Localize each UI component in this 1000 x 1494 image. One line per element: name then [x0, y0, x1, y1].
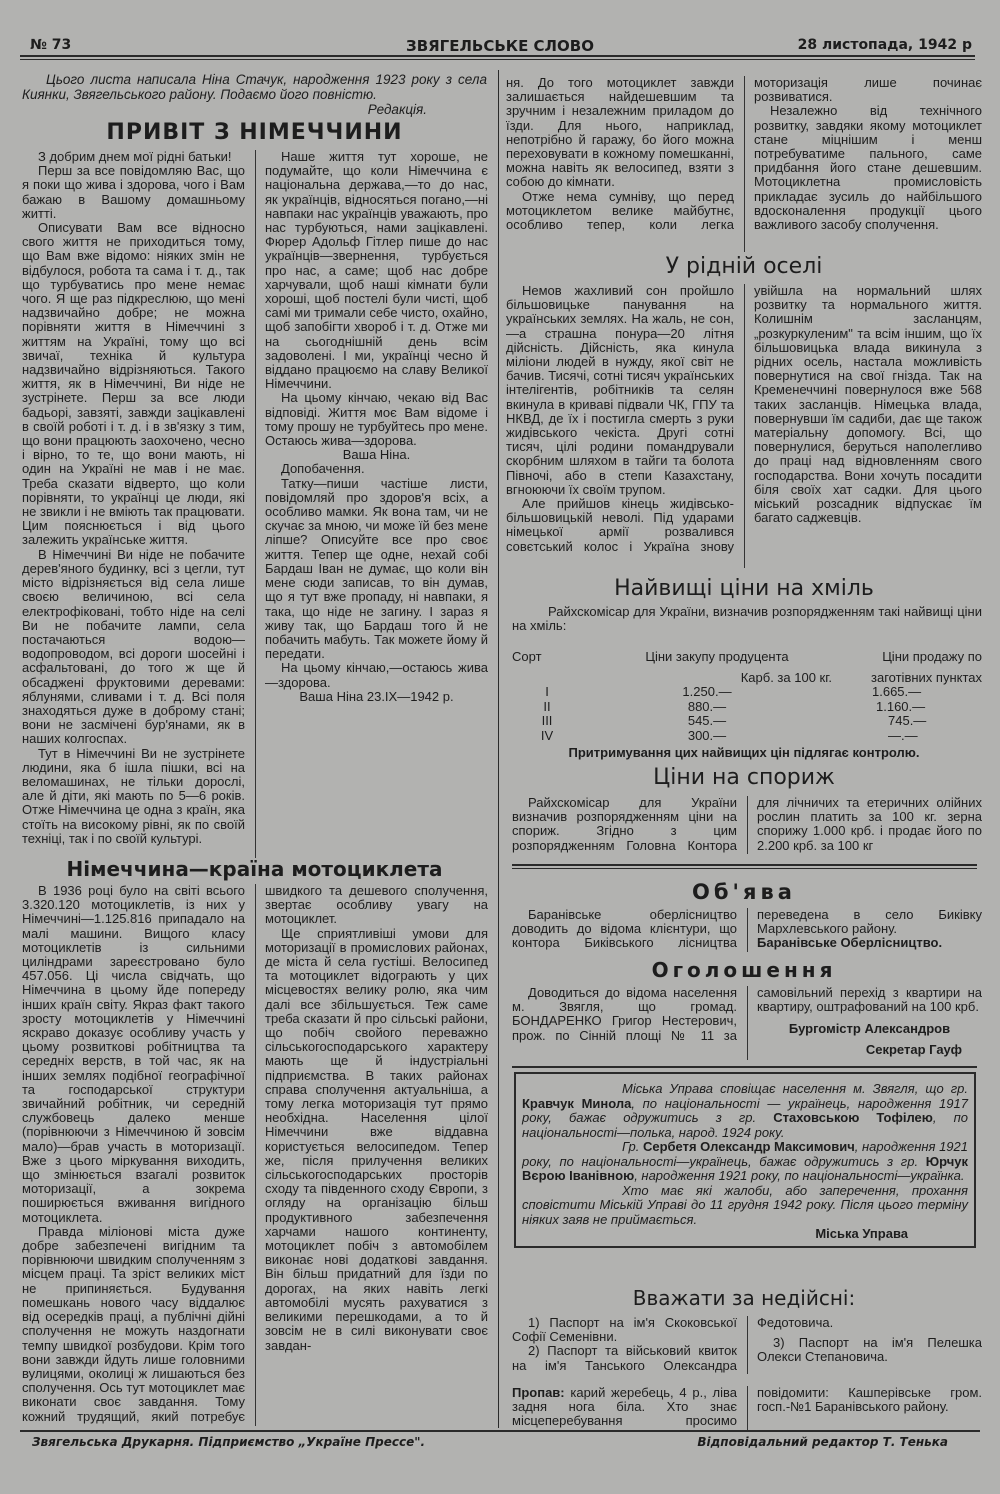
paragraph: На цьому кінчаю, чекаю від Вас відповіді. Життя моє Вам відоме і тому прошу не турбуйтесь про мене. Остаюсь жива—здорова. — [265, 390, 488, 449]
marriage-paragraph: Міська Управа сповіщає населення м. Звягля, що гр. Кравчук Минола, по національності — українець, народження 1917 року, бажає одружитись з гр. Стаховською Тофілею, по національності—полька, народ. 1924 року. — [522, 1081, 968, 1140]
ergot-text: Райхскомісар для України визначив розпорядженням ціни на спориж. Згідно з цим розпорядженням Головна Контора для лічничих та етеричних олійних рослин платить за 100 кг. зерна спорижу 1.000 крб. і продає його по 2.200 крб. за 100 кг — [512, 796, 982, 853]
table-header-row — [512, 650, 982, 665]
hops-intro — [512, 605, 982, 633]
moto-title: Німеччина—країна мотоциклета — [66, 857, 443, 881]
final-signature: Ваша Ніна 23.IX—1942 р. — [299, 688, 454, 704]
table-row — [512, 685, 982, 700]
cell-sell: 745.— — [888, 713, 927, 728]
table-row — [512, 729, 982, 744]
paragraph: З добрим днем мої рідні батьки! — [38, 150, 232, 164]
notice-sign: Баранівське Оберлісництво. — [757, 935, 943, 951]
home-title: У рідній оселі — [665, 254, 823, 279]
announcement-sign-mayor: Бургомістр Александров — [788, 1021, 951, 1037]
table-row — [512, 714, 982, 729]
paragraph: ня. До того мотоциклет завжди залишається найдешевшим та зручним і незалежним приладом до їзди. Для нього, наприклад, непотрібно й гаражу, бо його можна переховувати в кожному помешканні, можна навіть як велосипед, взяти з собою до кімнати. — [506, 76, 734, 190]
intro-signature: Редакція. — [367, 102, 427, 117]
letter-body — [22, 150, 488, 858]
announcement-title: Оголошення — [651, 958, 837, 982]
notice-text: Баранівське оберлісництво доводить до відома клієнтури, що контора Биківського лісництва переведена в село Биківку Мархлевського району. — [512, 908, 982, 951]
goodbye: Допобачення. — [281, 461, 365, 477]
paragraph: Але прийшов кінець жидівсько-більшовицькій неволі. Під ударами німецької армії розвалився совєтський колос і Україна знову увійшла на нормальний шлях розвитку та нормального життя. Колишнім засланцям, „розкуркуленим" та всім іншим, що їх більшовицька влада викинула з рідних осель, настала можливість повернутися на свої гнізда. Так на Кременеччині повернулося вже 568 таких засланців. Німецька влада, повернувши їм садиби, дає ще також матеріальну допомогу. Всі, що повернулися, беруться наполегливо до праці над відновленням свого господарства. Вони хочуть посадити біля своїх хат садки. Для цього міський розсадник відпускає їм багато саджевців. — [506, 284, 982, 554]
marriage-paragraph: Гр. Сербетя Олександр Максимович, народження 1921 року, по національності—українець, бажає одружитись з гр. Юрчук Вєрою Іванівною, народження 1921 року, по національності—українка. — [522, 1139, 968, 1183]
section-rule — [512, 1066, 977, 1068]
hops-note: Притримування цих найвищих цін підлягає контролю. — [568, 745, 920, 760]
paragraph: Наше життя тут хороше, не подумайте, що коли Німеччина є національна держава,—то до нас, як українців, відносяться погано,—ні навпаки нас українців уважають, про нас турбуються, нами зацікавлені. Фюрер Адольф Гітлер пише до нас українців—звернення, турбується про нас, а саме; щоб нас добре харчували, щоб наші кімнати були хороші, щоб постелі були чисті, щоб самі ми тримали себе чисто, охайно, щоб запобігти хвороб і т. д. Отже ми на сьогоднішній день всім задоволені. І ми, українці чесно й віддано працюємо на славу Великої Німеччини. — [265, 150, 488, 392]
table-subheader-row — [512, 665, 982, 686]
signature: Ваша Ніна. — [342, 447, 411, 463]
hops-intro-text: Райхскомісар для України, визначив розпорядженням такі найвищі ціни на хміль: — [512, 604, 982, 634]
cell-buy: 300.— — [687, 727, 727, 743]
section-rule-thin — [512, 868, 977, 869]
notice-body — [512, 908, 982, 952]
printer-imprint: Звягельська Друкарня. Підприємство „Україне Прессе". — [32, 1435, 426, 1449]
announcement-text: Доводиться до відома населення м. Звягля, що громад. БОНДАРЕНКО Григор Нестерович, прож. по Сінній площі № 11 за самовільний перехід з квартири на квартиру, оштрафований на 100 крб. — [512, 986, 982, 1043]
invalid-list — [512, 1316, 982, 1374]
hops-title: Найвищі ціни на хміль — [614, 576, 874, 601]
cell-sell: 1.665.— — [872, 684, 922, 699]
paragraph: Тут в Німеччині Ви не зустрінете людини, яка б ішла пішки, всі на веломашинах, не тільки дорослі, але й діти, які мають по 5—6 років. Отже Німеччина це одна з країн, яка стоїть на високому рівні, як по своїй техніці, так і по своїй культурі. — [22, 745, 245, 846]
announcement-sign-secretary: Секретар Гауф — [865, 1041, 962, 1057]
marriage-sign: Міська Управа — [815, 1226, 908, 1241]
moto-continuation — [506, 76, 982, 252]
cell-sell: —.— — [888, 727, 918, 743]
lost-notice — [512, 1386, 982, 1430]
cell-sell: 1.160.— — [876, 698, 926, 714]
lost-text — [512, 1386, 982, 1430]
ergot-body — [512, 796, 982, 854]
letter-title: ПРИВІТ З НІМЕЧЧИНИ — [106, 120, 403, 145]
letter-intro — [22, 72, 487, 117]
col-buy-unit: Карб. за 100 кг. — [740, 669, 832, 685]
col-sort: Сорт — [512, 649, 542, 664]
lost-body: карий жеребець, 4 р., ліва задня нога біла. Хто знає місцеперебування просимо повідомити: Кашперівське гром. госп.-№1 Баранівського району. — [512, 1386, 982, 1429]
marriage-notice-box — [514, 1072, 976, 1248]
col-sell-sub: заготівних пунктах — [871, 669, 982, 685]
list-item: 1) Паспорт на ім'я Скоковської Софії Семенівни. — [512, 1316, 737, 1345]
hops-table — [512, 650, 982, 743]
col-sell: Ціни продажу по — [882, 649, 982, 664]
footer-rule — [20, 1430, 980, 1432]
list-item: 3) Паспорт на ім'я Пелешка Олекси Степановича. — [757, 1335, 982, 1365]
page-divider — [498, 70, 499, 1428]
announcement-body — [512, 986, 982, 1060]
paragraph: Перш за все повідомляю Вас, що я поки що жива і здорова, чого і Вам бажаю в Вашому домашньому житті. — [22, 163, 245, 221]
postscript: Татку—пиши частіше листи, повідомляй про здоров'я всіх, а особливо мамки. Як вона там, чи не скучає за мною, чи може їй без мене ліпше? Описуйте все про своє життя. Тепер ще одне, нехай собі Бардаш Іван не думає, що коли він мене сюди записав, то він думав, що я тут вже пропаду, ні навпаки, я така, що ніде не загину. І зараз я живу так, що Бардаш того й не побачить мабуть. Так можете йому й передати. — [265, 475, 488, 662]
issue-number: № 73 — [30, 37, 72, 53]
paragraph: В 1936 році було на світі всього 3.320.120 мотоциклетів, із них у Німеччині—1.125.816 припадало на малі машини. Вищого класу мотоциклетів із сильними циліндрами зареєстровано було 457.056. Ці числа свідчать, що Німеччина в цьому йде попереду інших країн світу. Якраз факт такого зросту мотоциклетів у Німеччині яскраво доказує особливу участь у цьому розвиткові робітництва та середніх верств, в той час, як на інших землях подібної географічної та господарської структури звичайний робітник, чи середній службовець далеко менше (порівнюючи з Німеччиною й зовсім мало)—брав участь в моторизації. Вже з цього міркування виходить, що змінюється взагалі розвиток моторизації, а зокрема поширюється вживання вигідного мотоциклета. — [22, 884, 245, 1225]
issue-date: 28 листопада, 1942 р — [797, 37, 972, 53]
col-buy: Ціни закупу продуцента — [645, 649, 789, 664]
cell-buy: 545.— — [687, 713, 727, 728]
paragraph: Ще сприятливіші умови для моторизації в промислових районах, де міста й села густіші. Велосипед та мотоциклет відограють у цих місцевостях велику ролю, яка чим далі все збільшується. Теж саме треба сказати й про сільські райони, що побіч свойого переважно сільськогосподарського характеру мають ще й індустріальні підприємства. В таких районах справа сполучення актуальніша, а тому легка моторизація тут прямо необхідна. Населення цілої Німеччини вже віддавна користується велосипедом. Тепер же, після прилучення великих сільськогосподарських просторів сходу та південного сходу Європи, з огляду на організацію більш продуктивного забезпечення харчами нашого континенту, мотоциклет побіч з автомобілем виконає нові додаткові завдання. Він більш придатний для їзди по дорогах, на яких навіть легкі автомобілі мусять рахуватися з великими перешкодами, а то й зовсім не в силі виконувати своє завдан- — [265, 925, 488, 1353]
header-rule-thin — [20, 59, 975, 60]
cell-sort: III — [541, 713, 553, 728]
moto-body — [22, 884, 488, 1426]
closing: На цьому кінчаю,—остаюсь жива—здорова. — [265, 660, 488, 690]
ergot-title: Ціни на спориж — [653, 765, 835, 790]
header-rule — [20, 55, 975, 57]
paragraph: Незалежно від технічного розвитку, завдяки якому мотоциклет стане міцнішим і менш потребуватиме пального, саме придбання його стане дешевшим. Мотоциклетна промисловість прикладає зусиль до найбільшого вдосконалення продукції цього важливого засобу сполучення. — [754, 103, 982, 233]
cell-sort: I — [545, 684, 549, 699]
marriage-paragraph: Хто має які жалоби, або заперечення, прохання сповістити Міській Управі до 11 грудня 1942 року. Після цього терміну ніяких заяв не приймається. — [522, 1182, 968, 1227]
paragraph: Правда міліонові міста дуже добре забезпечені вигідним та порівнюючи швидким сполученням з місцем праці. Та зріст великих міст не припиняється. Будування помешкань нового часу віддалює від осередків праці, а публічні дійні сполучення не можуть наздогнати темпу швидкої розбудови. Крім того вони завжди йдуть лише головними вулицями, околиці ж лишаються без сполучення. Ось тут мотоциклет має виконати своє завдання. Тому кожний трудящий, який потребує швидкого та дешевого сполучення, звертає особливу увагу на мотоциклет. — [22, 884, 488, 1424]
editor-credit: Відповідальний редактор Т. Тенька — [697, 1435, 948, 1449]
list-item: 2) Паспорт та військовий квиток на ім'я Танського Олександра Федотовича. — [512, 1316, 834, 1373]
home-body — [506, 284, 982, 568]
cell-sort: II — [543, 698, 551, 714]
table-row — [512, 700, 982, 715]
section-rule — [512, 864, 977, 866]
paragraph: В Німеччині Ви ніде не побачите дерев'яного будинку, всі з цегли, тут місто відрізняється від села лише своєю величиною, всі села електрофіковані, тобто ніде на селі Ви не побачите лампи, села постачаються водою—водопроводом, всі дороги шосейні і асфальтовані, до того ж ще й обсаджені фруктовими деревами: яблунями, сливами і т. д. Всі поля знаходяться дуже в доброму стані; вони не засмічені бур'янами, як в наших колгоспах. — [22, 546, 245, 747]
cell-buy: 880.— — [687, 698, 727, 714]
cell-sort: IV — [540, 727, 554, 743]
paragraph: Отже нема сумніву, що перед мотоциклетом велике майбутнє, особливо тепер, коли легка моторизація лише починає розвиватися. — [506, 76, 982, 233]
newspaper-title: ЗВЯГЕЛЬСЬКЕ СЛОВО — [406, 37, 594, 55]
paragraph: Описувати Вам все відносно свого життя не приходиться тому, що Вам вже відомо: ніяких змін не відбулося, робота та сама і т. д., так що турбуватись про мене немає чого. Я ще раз підкреслюю, що мені надзвичайно добре; не можна порівняти життя в Німеччині з життям на Україні, тому що всі звичаї, техніка й культура надзвичайно відрізняються. Такого життя, як в Німеччині, Ви ніде не зустрінете. Перш за все люди бадьорі, завзяті, завжди зацікавлені в своїй роботі і т. д. і в зв'язку з тим, що вони працюють заохочено, чесно і вірно, то те, що вони мають, ні один на Україні не мав і не має. Треба сказати відверто, що коли порівняти, то українці це люди, які не звикли і не вміють так працювати. Цим пояснюється і від цього залежить українське життя. — [22, 220, 245, 548]
cell-buy: 1.250.— — [682, 684, 732, 699]
invalid-title: Вважати за недійсні: — [632, 1286, 856, 1310]
lost-label: Пропав: — [512, 1386, 565, 1400]
intro-text: Цього листа написала Ніна Стачук, народження 1923 року з села Киянки, Звягельського району. Подаємо його повністю. — [22, 72, 487, 102]
paragraph: Немов жахливий сон пройшло більшовицьке панування на українських землях. На жаль, не сон,—а страшна понура—20 літня дійсність. Дійсність, яка кинула міліони людей в нужду, якої світ не бачив. Тисячі, сотні тисяч українських інтелігентів, робітників та селян вкинула в криваві підвали ЧК, ГПУ та НКВД, де їх і постигла смерть з руки жидівського чекіста. Другі сотні тисяч, цілі родини помандрували скорбним шляхом в тайги та болота Півночі, або в степи Казахстану, вгноюючи їх своїм трупом. — [506, 284, 734, 497]
notice-title: Об'ява — [692, 880, 796, 904]
